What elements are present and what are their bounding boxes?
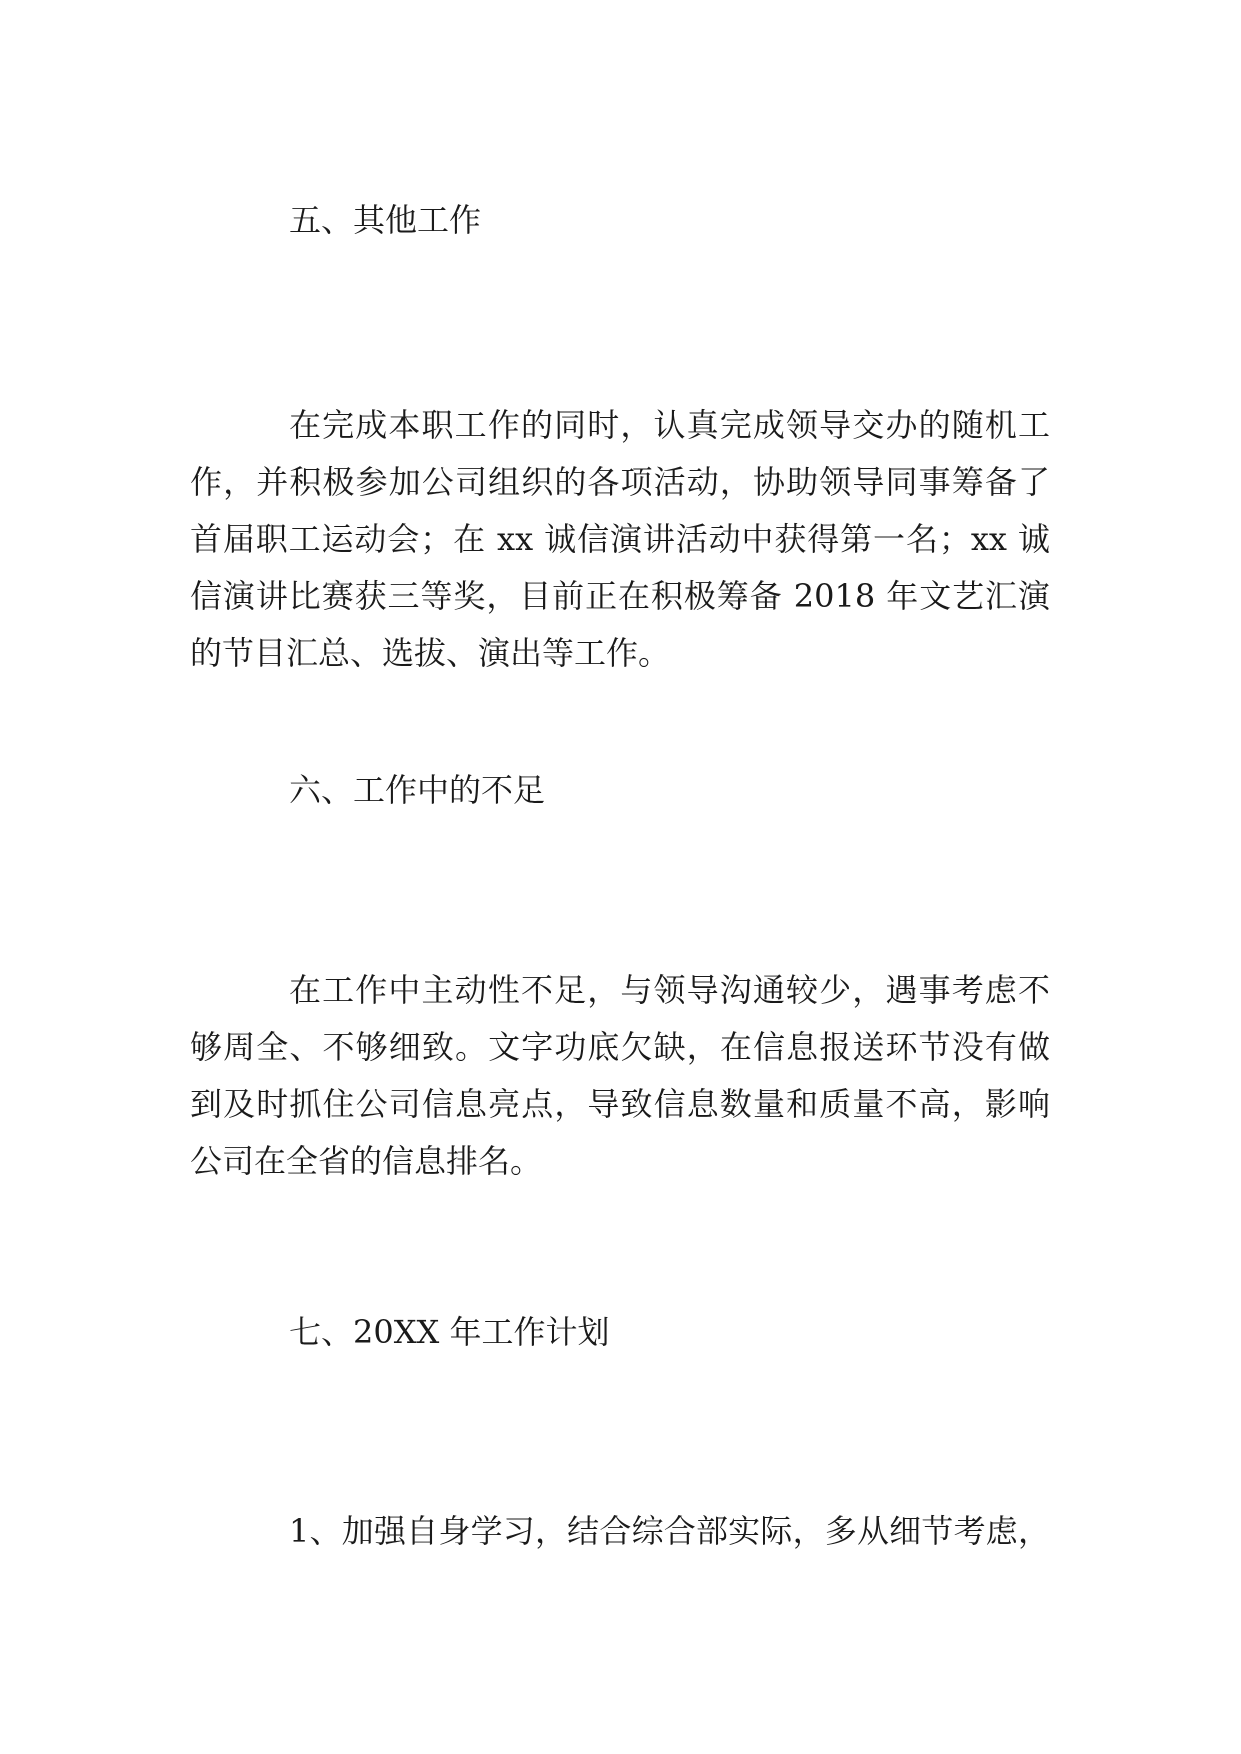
- paragraph-shortcomings: [190, 962, 1050, 1190]
- section-heading-shortcomings: 六、工作中的不足: [289, 771, 546, 809]
- section-heading-work-plan: 七、20XX 年工作计划: [289, 1313, 610, 1351]
- paragraph-line: 在完成本职工作的同时，认真完成领导交办的随机工: [289, 406, 1050, 444]
- paragraph-work-plan: [190, 1503, 1050, 1560]
- paragraph-line: 的节目汇总、选拔、演出等工作。: [190, 634, 671, 672]
- paragraph-line: 信演讲比赛获三等奖，目前正在积极筹备 2018 年文艺汇演: [190, 577, 1050, 615]
- paragraph-line: 在工作中主动性不足，与领导沟通较少，遇事考虑不: [289, 971, 1050, 1009]
- paragraph-line: 公司在全省的信息排名。: [190, 1142, 543, 1180]
- paragraph-other-work: [190, 397, 1050, 682]
- paragraph-line: 到及时抓住公司信息亮点，导致信息数量和质量不高，影响: [190, 1085, 1050, 1123]
- paragraph-line: 1、加强自身学习，结合综合部实际，多从细节考虑，: [289, 1512, 1050, 1550]
- paragraph-line: 够周全、不够细致。文字功底欠缺，在信息报送环节没有做: [190, 1028, 1050, 1066]
- paragraph-line: 作，并积极参加公司组织的各项活动，协助领导同事筹备了: [190, 463, 1050, 501]
- paragraph-line: 首届职工运动会；在 xx 诚信演讲活动中获得第一名；xx 诚: [190, 520, 1050, 558]
- section-heading-other-work: 五、其他工作: [289, 201, 482, 239]
